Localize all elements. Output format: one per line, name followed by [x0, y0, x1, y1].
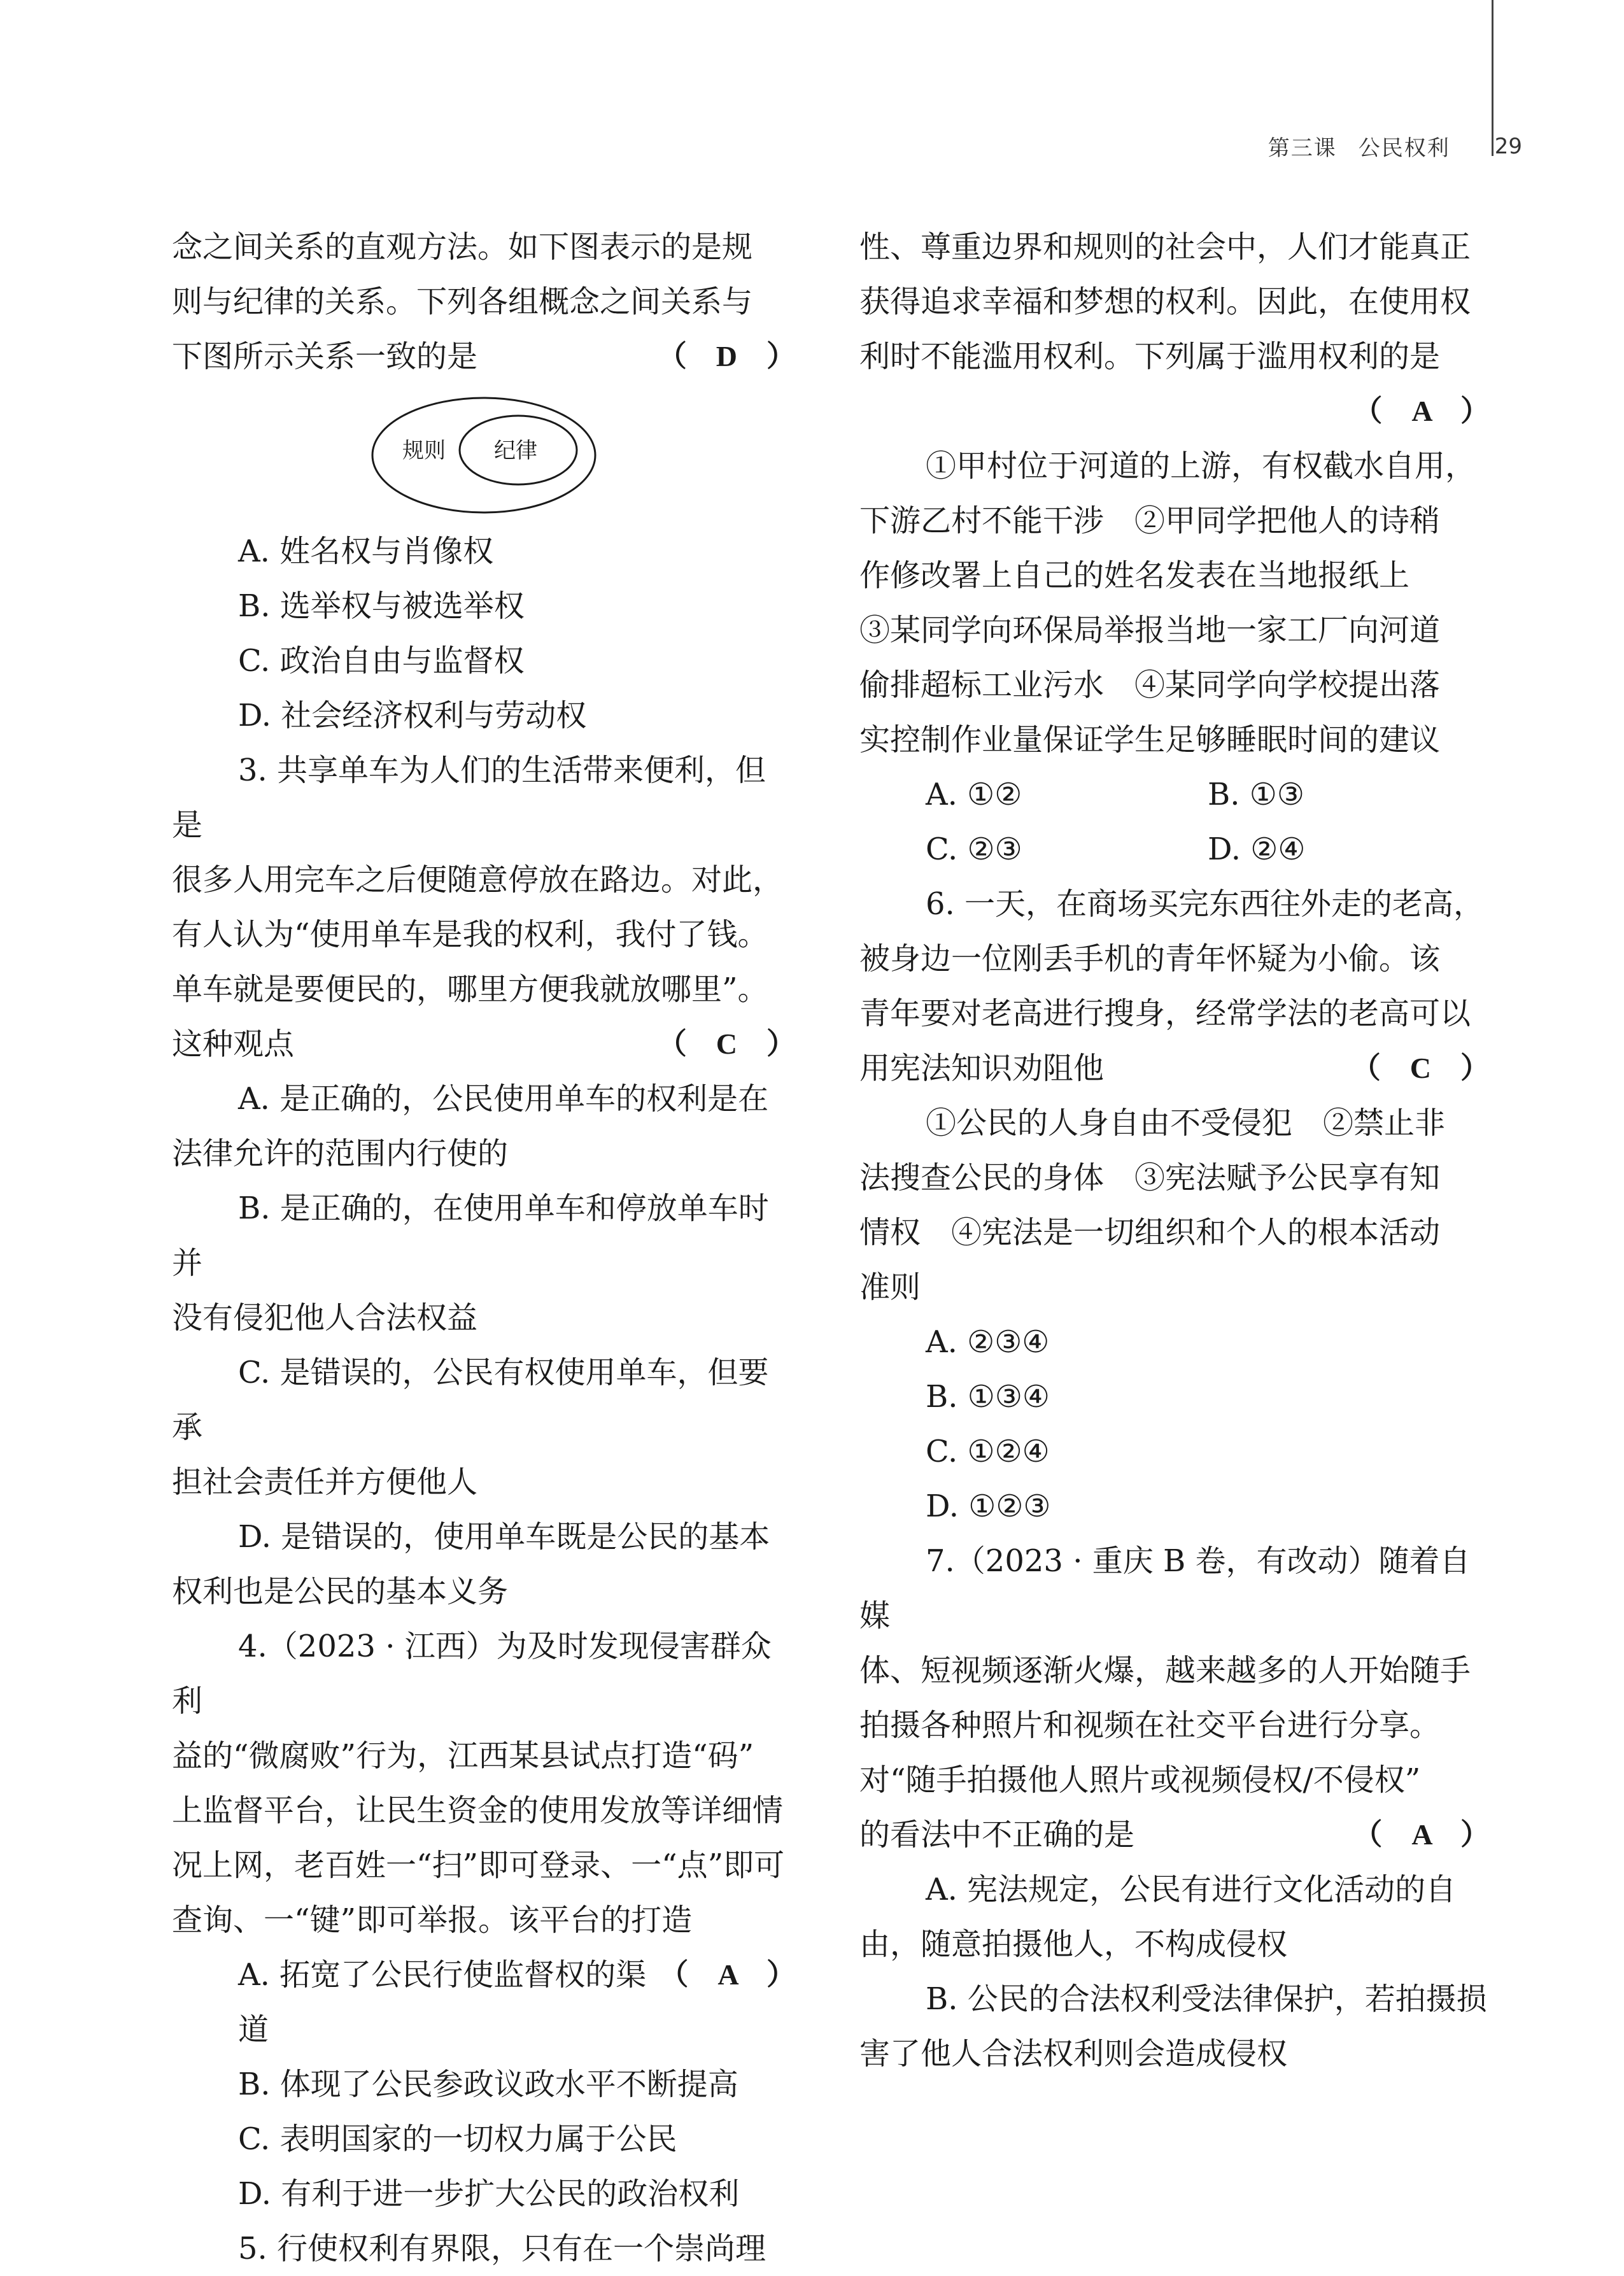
q3-line: 有人认为“使用单车是我的权利，我付了钱。: [172, 917, 768, 952]
left-column: [172, 220, 796, 2276]
q4-option: B. 体现了公民参政议政水平不断提高: [238, 2067, 738, 2102]
q3-line: 这种观点 （ C ）: [172, 1017, 796, 1071]
q5-item: ①甲村位于河道的上游，有权截水自用，: [926, 448, 1476, 484]
q4-line: 4.（2023 · 江西）为及时发现侵害群众利: [172, 1629, 772, 1719]
q2-option: B. 选举权与被选举权: [238, 588, 525, 624]
q6-item: 准则: [859, 1269, 921, 1305]
q7-line: 体、短视频逐渐火爆，越来越多的人开始随手: [859, 1653, 1471, 1688]
q2-option: C. 政治自由与监督权: [238, 643, 525, 679]
q7-line: 的看法中不正确的是 （ A ）: [859, 1807, 1490, 1862]
q3-option-cont: 担社会责任并方便他人: [172, 1464, 478, 1500]
q3-answer: （ C ）: [657, 1028, 796, 1060]
q5-option: D. ②④: [1208, 831, 1306, 867]
q5-option: A. ①②: [926, 777, 1022, 812]
q2-option: A. 姓名权与肖像权: [238, 534, 494, 569]
page-number: 29: [1494, 133, 1522, 159]
q3-line: 3. 共享单车为人们的生活带来便利，但是: [172, 753, 766, 843]
q3-line: 单车就是要便民的，哪里方便我就放哪里”。: [172, 972, 768, 1007]
q3-line: 很多人用完车之后便随意停放在路边。对此，: [172, 862, 784, 898]
q5-answer: （ A ）: [1353, 395, 1490, 427]
q5-line: 5. 行使权利有界限，只有在一个崇尚理: [238, 2231, 766, 2266]
q2-option: D. 社会经济权利与劳动权: [238, 698, 587, 733]
q7-option: A. 宪法规定，公民有进行文化活动的自: [926, 1872, 1457, 1907]
q4-answer: （ A ）: [659, 1958, 796, 1991]
diagram-inner-label: 纪律: [494, 438, 537, 463]
q7-line: 7.（2023 · 重庆 B 卷，有改动）随着自媒: [859, 1543, 1471, 1634]
q4-line: 查询、一“键”即可举报。该平台的打造 （ A ）: [172, 1893, 796, 1947]
q6-line: 用宪法知识劝阻他 （ C ）: [859, 1041, 1490, 1096]
q6-line: 青年要对老高进行搜身，经常学法的老高可以: [859, 996, 1471, 1031]
diagram-outer-label: 规则: [402, 438, 446, 463]
q4-option: D. 有利于进一步扩大公民的政治权利: [238, 2176, 740, 2212]
q5-option: C. ②③: [926, 831, 1022, 867]
q5-line: 性、尊重边界和规则的社会中，人们才能真正: [859, 229, 1471, 265]
q6-item: 情权 ④宪法是一切组织和个人的根本活动: [859, 1215, 1441, 1250]
q6-item: 法搜查公民的身体 ③宪法赋予公民享有知: [859, 1160, 1441, 1196]
q5-item: ③某同学向环保局举报当地一家工厂向河道: [859, 612, 1441, 648]
q6-option: A. ②③④: [926, 1324, 1050, 1360]
q6-option: B. ①③④: [926, 1379, 1050, 1415]
q7-line: 拍摄各种照片和视频在社交平台进行分享。: [859, 1707, 1441, 1743]
q5-answer-line: [859, 384, 1490, 439]
q2-answer: （ D ）: [657, 340, 796, 372]
q3-option: C. 是错误的，公民有权使用单车，但要承: [172, 1355, 769, 1445]
q5-options-row: [859, 767, 1490, 822]
lesson-label: 第三课: [1267, 136, 1337, 161]
rules-discipline-diagram: [172, 392, 796, 519]
q2-line: 下图所示关系一致的是 （ D ）: [172, 329, 796, 384]
lesson-title: 公民权利: [1358, 136, 1450, 161]
q4-line: 况上网，老百姓一“扫”即可登录、一“点”即可: [172, 1848, 785, 1883]
q7-option: B. 公民的合法权利受法律保护，若拍摄损: [926, 1981, 1487, 2017]
q5-option: B. ①③: [1208, 777, 1304, 812]
q6-item: ①公民的人身自由不受侵犯 ②禁止非: [926, 1105, 1446, 1141]
q4-option: C. 表明国家的一切权力属于公民: [238, 2121, 677, 2157]
q7-option-cont: 害了他人合法权利则会造成侵权: [859, 2036, 1288, 2072]
q5-line: 获得追求幸福和梦想的权利。因此，在使用权: [859, 284, 1471, 320]
q6-line: 6. 一天，在商场买完东西往外走的老高，: [926, 886, 1485, 922]
q7-answer: （ A ）: [1353, 1818, 1490, 1851]
page-header: [1268, 131, 1522, 162]
q3-option: B. 是正确的，在使用单车和停放单车时并: [172, 1191, 769, 1281]
q3-option-cont: 没有侵犯他人合法权益: [172, 1300, 478, 1336]
q3-option-cont: 法律允许的范围内行使的: [172, 1136, 509, 1171]
q2-line: 则与纪律的关系。下列各组概念之间关系与: [172, 284, 753, 320]
q5-item: 实控制作业量保证学生足够睡眠时间的建议: [859, 722, 1441, 758]
q5-item: 偷排超标工业污水 ④某同学向学校提出落: [859, 667, 1441, 703]
q7-line: 对“随手拍摄他人照片或视频侵权/不侵权”: [859, 1762, 1421, 1798]
q6-line: 被身边一位刚丢手机的青年怀疑为小偷。该: [859, 941, 1441, 977]
q3-option-cont: 权利也是公民的基本义务: [172, 1574, 509, 1609]
q5-item: 下游乙村不能干涉 ②甲同学把他人的诗稍: [859, 503, 1441, 539]
q3-option: D. 是错误的，使用单车既是公民的基本: [238, 1519, 770, 1555]
q6-option: D. ①②③: [926, 1488, 1051, 1524]
q7-option-cont: 由，随意拍摄他人，不构成侵权: [859, 1926, 1288, 1962]
q4-line: 益的“微腐败”行为，江西某县试点打造“码”: [172, 1738, 754, 1774]
q5-options-row: [859, 822, 1490, 877]
right-column: [859, 220, 1490, 2081]
q4-line: 上监督平台，让民生资金的使用发放等详细情: [172, 1793, 784, 1828]
q3-option: A. 是正确的，公民使用单车的权利是在: [238, 1081, 769, 1117]
q4-option: A. 拓宽了公民行使监督权的渠道: [238, 1957, 647, 2047]
q6-option: C. ①②④: [926, 1434, 1050, 1469]
q6-answer: （ C ）: [1351, 1052, 1490, 1084]
q5-item: 作修改署上自己的姓名发表在当地报纸上: [859, 558, 1410, 593]
q2-line: 念之间关系的直观方法。如下图表示的是规: [172, 229, 753, 265]
q5-line: 利时不能滥用权利。下列属于滥用权利的是: [859, 339, 1441, 374]
